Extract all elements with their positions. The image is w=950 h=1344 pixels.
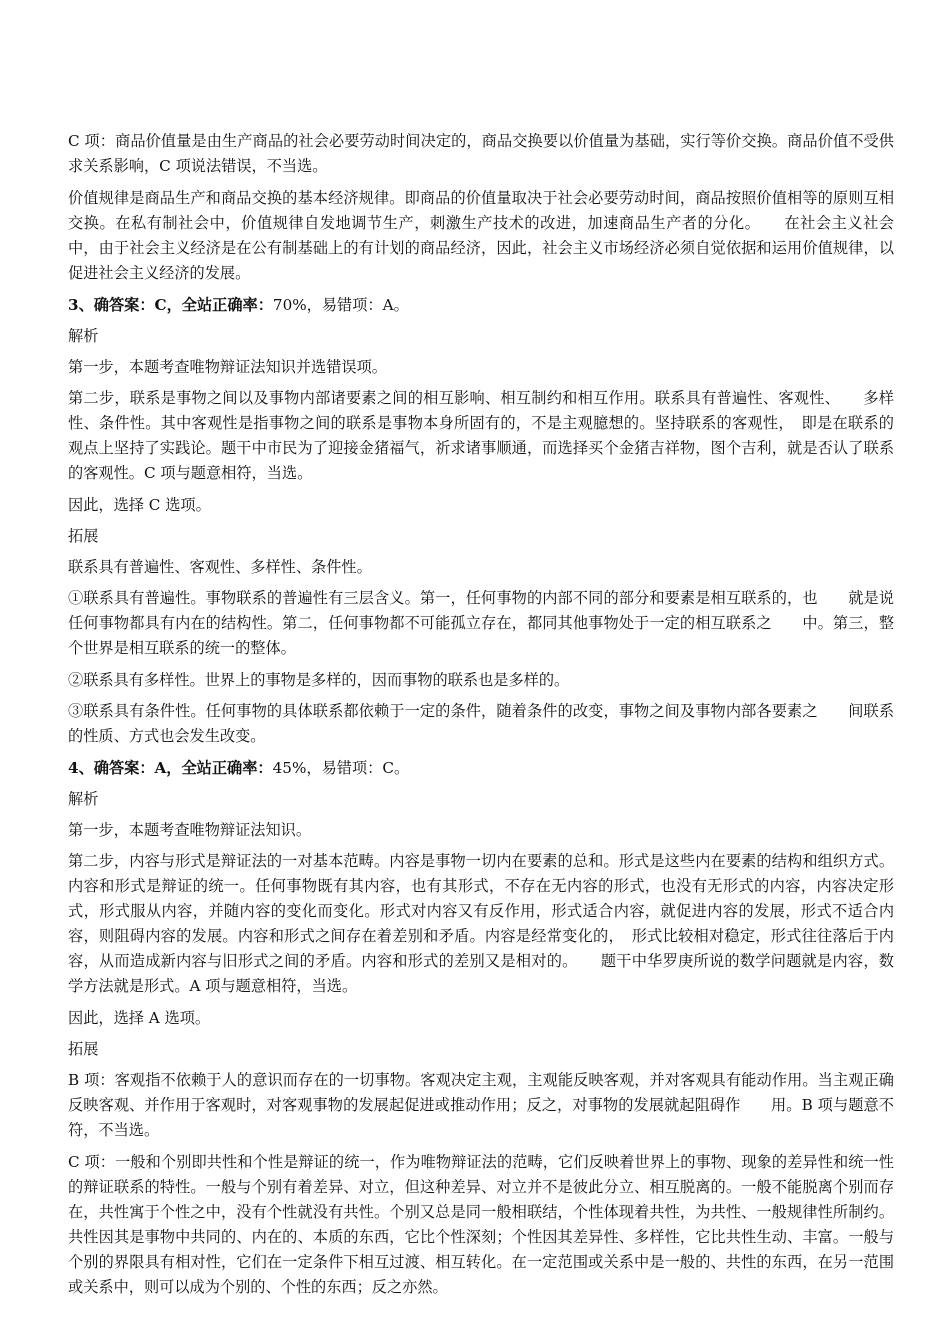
paragraph-step-2: 第二步，联系是事物之间以及事物内部诸要素之间的相互影响、相互制约和相互作用。联系具有普遍性、客观性、 多样性、条件性。其中客观性是指事物之间的联系是事物本身所固有的，不是主观臆想的。坚持联系的客观性， 即是在联系的观点上坚持了实践论。题干中市民为了迎接金猪福气，祈求诸事顺通，而选择买个金猪吉祥物，图个吉利，就是否认了联系的客观性。C 项与题意相符，当选。 <box>68 389 894 482</box>
paragraph-value-law: 价值规律是商品生产和商品交换的基本经济规律。即商品的价值量取决于社会必要劳动时间，商品按照价值相等的原则互相交换。在私有制社会中，价值规律自发地调节生产，刺激生产技术的改进，加速商品生产者的分化。 在社会主义社会中，由于社会主义经济是在公有制基础上的有计划的商品经济，因此，社会主义市场经济必须自觉依据和运用价值规律，以促进社会主义经济的发展。 <box>68 189 894 282</box>
paragraph-option-b: B 项：客观指不依赖于人的意识而存在的一切事物。客观决定主观，主观能反映客观，并对客观具有能动作用。当主观正确反映客观、并作用于客观时，对客观事物的发展起促进或推动作用；反之，对事物的发展就起阻碍作 用。B 项与题意不符，不当选。 <box>68 1071 894 1139</box>
paragraph-conditionality: ③联系具有条件性。任何事物的具体联系都依赖于一定的条件，随着条件的改变，事物之间及事物内部各要素之 间联系的性质、方式也会发生改变。 <box>68 702 894 745</box>
paragraph-step-2: 第二步，内容与形式是辩证法的一对基本范畴。内容是事物一切内在要素的总和。形式是这些内在要素的结构和组织方式。内容和形式是辩证的统一。任何事物既有其内容，也有其形式，不存在无内容的形式，也没有无形式的内容，内容决定形式，形式服从内容，并随内容的变化而变化。形式对内容又有反作用，形式适合内容，就促进内容的发展，形式不适合内容，则阻碍内容的发展。内容和形式之间存在着差别和矛盾。内容是经常变化的， 形式比较相对稳定，形式往往落后于内容，从而造成新内容与旧形式之间的矛盾。内容和形式的差别又是相对的。 题干中华罗庚所说的数学问题就是内容，数学方法就是形式。A 项与题意相符，当选。 <box>68 852 894 995</box>
paragraph-link-properties: 联系具有普遍性、客观性、多样性、条件性。 <box>68 558 372 576</box>
section-label-analysis: 解析 <box>68 790 99 808</box>
answer-heading-4 <box>68 756 894 781</box>
answer-label: 4、确答案： <box>68 759 155 777</box>
answer-heading-3 <box>68 293 894 318</box>
paragraph-universality: ①联系具有普遍性。事物联系的普遍性有三层含义。第一，任何事物的内部不同的部分和要素是相互联系的，也 就是说任何事物都具有内在的结构性。第二，任何事物都不可能孤立存在，都同其他事物处于一定的相互联系之 中。第三，整个世界是相互联系的统一的整体。 <box>68 589 894 657</box>
section-label-extension: 拓展 <box>68 1040 99 1058</box>
paragraph-diversity: ②联系具有多样性。世界上的事物是多样的，因而事物的联系也是多样的。 <box>68 671 570 689</box>
answer-rate-value: 45%，易错项：C。 <box>272 759 410 777</box>
paragraph-option-c-general: C 项：一般和个别即共性和个性是辩证的统一，作为唯物辩证法的范畴，它们反映着世界上的事物、现象的差异性和统一性的辩证联系的特性。一般与个别有着差异、对立，但这种差异、对立并不是彼此分立、相互脱离的。一般不能脱离个别而存在，共性寓于个性之中，没有个性就没有共性。个别又总是同一般相联结，个性体现着共性，为共性、一般规律性所制约。共性因其是事物中共同的、内在的、本质的东西，它比个性深刻；个性因其差异性、多样性，它比共性生动、丰富。一般与个别的界限具有相对性，它们在一定条件下相互过渡、相互转化。在一定范围或关系中是一般的、共性的东西，在另一范围或关系中，则可以成为个别的、个性的东西；反之亦然。 <box>68 1153 894 1296</box>
paragraph-conclusion: 因此，选择 A 选项。 <box>68 1009 211 1027</box>
section-label-extension: 拓展 <box>68 527 99 545</box>
answer-rate-value: 70%，易错项：A。 <box>272 296 409 314</box>
paragraph-step-1: 第一步，本题考查唯物辩证法知识。 <box>68 821 311 839</box>
paragraph-conclusion: 因此，选择 C 选项。 <box>68 496 211 514</box>
section-label-analysis: 解析 <box>68 327 99 345</box>
answer-rate-label: C，全站正确率： <box>154 296 273 314</box>
paragraph-step-1: 第一步，本题考查唯物辩证法知识并选错误项。 <box>68 358 387 376</box>
answer-label: 3、确答案： <box>68 296 155 314</box>
document-page <box>68 129 894 1307</box>
paragraph-option-c: C 项：商品价值量是由生产商品的社会必要劳动时间决定的，商品交换要以价值量为基础，实行等价交换。商品价值不受供求关系影响，C 项说法错误，不当选。 <box>68 132 894 175</box>
answer-rate-label: A，全站正确率： <box>154 759 273 777</box>
